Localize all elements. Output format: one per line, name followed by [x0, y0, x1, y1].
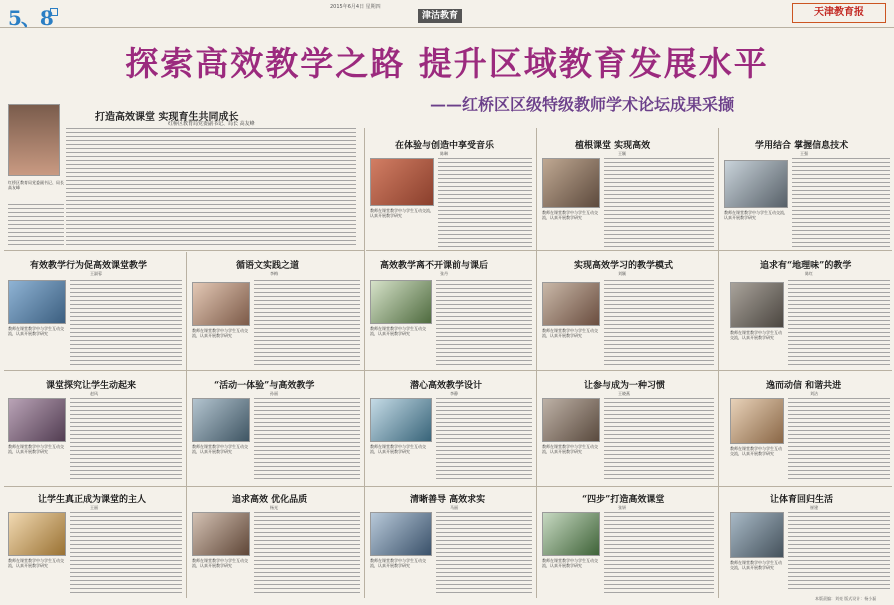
- lead-article-body-2: [8, 204, 64, 246]
- article-body: [436, 512, 532, 594]
- article-title: 追求高效 优化品质: [232, 495, 308, 505]
- article-body: [436, 398, 532, 482]
- article-photo: [730, 282, 784, 328]
- article-author: 陈琳: [440, 151, 448, 156]
- article-photo: [370, 398, 432, 442]
- article-author: 李梅: [270, 271, 278, 276]
- section-divider: [4, 250, 364, 251]
- section-tab: 津沽教育: [418, 9, 462, 23]
- photo-caption: 教师在课堂教学中与学生互动交流，认真开展教学研究: [192, 558, 248, 568]
- photo-caption: 教师在课堂教学中与学生互动交流，认真开展教学研究: [192, 328, 248, 338]
- article-photo: [542, 512, 600, 556]
- article-photo: [8, 398, 66, 442]
- photo-caption: 教师在课堂教学中与学生互动交流，认真开展教学研究: [8, 444, 64, 454]
- lead-article-byline: 红桥区教育局党委副书记、局长 高友峰: [168, 121, 255, 127]
- article-photo: [8, 512, 66, 556]
- article-title: “活动一体验”与高效教学: [214, 381, 315, 391]
- article-author: 王丽: [90, 505, 98, 510]
- article-body: [604, 512, 714, 594]
- article-title: 有效教学行为促高效课堂教学: [30, 261, 148, 271]
- photo-caption: 教师在课堂教学中与学生互动交流，认真开展教学研究: [542, 444, 598, 454]
- article-body: [436, 280, 532, 366]
- article-photo: [542, 282, 600, 326]
- photo-caption: 教师在课堂教学中与学生互动交流，认真开展教学研究: [8, 326, 64, 336]
- photo-caption: 教师在课堂教学中与学生互动交流，认真开展教学研究: [542, 210, 598, 220]
- article-photo: [370, 158, 434, 206]
- article-author: 赵风: [90, 391, 98, 396]
- article-body: [254, 512, 360, 594]
- photo-caption: 教师在课堂教学中与学生互动交流，认真开展教学研究: [730, 330, 782, 340]
- article-title: 高效教学离不开课前与课后: [380, 261, 489, 271]
- article-photo: [730, 512, 784, 558]
- article-author: 崔建: [810, 505, 818, 510]
- article-body: [604, 158, 714, 248]
- article-title: 在体验与创造中享受音乐: [395, 141, 495, 151]
- article-title: “四步”打造高效课堂: [582, 495, 665, 505]
- photo-caption: 教师在课堂教学中与学生互动交流，认真开展教学研究: [542, 558, 598, 568]
- article-author: 陈红: [805, 271, 813, 276]
- lead-article-body: [66, 128, 356, 246]
- article-author: 张丹: [440, 271, 448, 276]
- article-photo: [730, 398, 784, 444]
- lead-portrait-photo: [8, 104, 60, 176]
- photo-caption: 教师在课堂教学中与学生互动交流，认真开展教学研究: [8, 558, 64, 568]
- article-body: [70, 512, 182, 594]
- article-body: [604, 280, 714, 366]
- photo-caption: 教师在课堂教学中与学生互动交流，认真开展教学研究: [192, 444, 248, 454]
- article-body: [70, 280, 182, 366]
- newspaper-brand: 天津教育报: [792, 3, 886, 23]
- article-body: [788, 280, 890, 366]
- column-divider: [364, 128, 365, 598]
- photo-caption: 教师在课堂教学中与学生互动交流，认真开展教学研究: [370, 444, 426, 454]
- article-author: 王晓燕: [618, 391, 630, 396]
- article-photo: [192, 282, 250, 326]
- article-author: 刘洁: [810, 391, 818, 396]
- article-body: [788, 398, 890, 482]
- article-body: [254, 398, 360, 482]
- article-title: 让参与成为一种习惯: [584, 381, 666, 391]
- article-title: 学用结合 掌握信息技术: [755, 141, 849, 151]
- article-author: 王强: [800, 151, 808, 156]
- section-divider: [366, 250, 892, 251]
- page-subheadline: ——红桥区区级特级教师学术论坛成果采撷: [430, 95, 735, 114]
- page-headline: 探索高效教学之路 提升区域教育发展水平: [125, 44, 769, 83]
- article-photo: [8, 280, 66, 324]
- article-photo: [370, 512, 432, 556]
- article-photo: [542, 398, 600, 442]
- article-author: 马丽: [450, 505, 458, 510]
- photo-caption: 教师在课堂教学中与学生互动交流，认真开展教学研究: [724, 210, 788, 220]
- article-title: 让体育回归生活: [770, 495, 834, 505]
- article-title: 植根课堂 实现高效: [575, 141, 651, 151]
- article-body: [788, 512, 890, 592]
- photo-caption: 教师在课堂教学中与学生互动交流，认真开展教学研究: [730, 560, 782, 570]
- article-title: 循语文实践之道: [236, 261, 300, 271]
- article-body: [438, 158, 532, 248]
- photo-caption: 教师在课堂教学中与学生互动交流，认真开展教学研究: [730, 446, 782, 456]
- section-divider: [4, 370, 892, 371]
- article-title: 让学生真正成为课堂的主人: [38, 495, 147, 505]
- photo-caption: 教师在课堂教学中与学生互动交流，认真开展教学研究: [370, 326, 426, 336]
- article-photo: [724, 160, 788, 208]
- article-title: 实现高效学习的教学模式: [574, 261, 674, 271]
- lead-article-title: 打造高效课堂 实现育生共同成长: [95, 112, 239, 123]
- article-body: [792, 158, 890, 248]
- article-title: 追求有“地理味”的教学: [760, 261, 852, 271]
- dateline: 2015年6月4日 星期四: [330, 4, 381, 10]
- column-divider: [536, 128, 537, 598]
- article-photo: [192, 398, 250, 442]
- column-divider: [186, 252, 187, 598]
- article-author: 杨光: [270, 505, 278, 510]
- column-divider: [718, 128, 719, 598]
- masthead: [0, 0, 894, 28]
- article-photo: [370, 280, 432, 324]
- article-title: 清晰善导 高效求实: [410, 495, 486, 505]
- article-author: 孙丽: [270, 391, 278, 396]
- page-marker-icon: [50, 8, 58, 16]
- article-title: 逸而动信 和谐共进: [766, 381, 842, 391]
- lead-photo-caption: 红桥区教育局党委副书记、局长高友峰: [8, 180, 64, 190]
- page-number: 5、8: [8, 6, 53, 30]
- article-body: [604, 398, 714, 482]
- photo-caption: 教师在课堂教学中与学生互动交流，认真开展教学研究: [542, 328, 598, 338]
- article-author: 李静: [450, 391, 458, 396]
- article-author: 刘颖: [618, 271, 626, 276]
- article-body: [70, 398, 182, 482]
- section-divider: [4, 486, 892, 487]
- article-author: 王颖: [618, 151, 626, 156]
- article-author: 王淑蓉: [90, 271, 102, 276]
- article-photo: [542, 158, 600, 208]
- article-body: [254, 280, 360, 366]
- article-title: 潜心高效教学设计: [410, 381, 483, 391]
- photo-caption: 教师在课堂教学中与学生互动交流，认真开展教学研究: [370, 208, 434, 218]
- page-footer: 本版责编：刘亮 版式设计：杨小磊: [815, 596, 877, 601]
- article-author: 张妍: [618, 505, 626, 510]
- photo-caption: 教师在课堂教学中与学生互动交流，认真开展教学研究: [370, 558, 426, 568]
- article-photo: [192, 512, 250, 556]
- article-title: 课堂探究让学生动起来: [46, 381, 137, 391]
